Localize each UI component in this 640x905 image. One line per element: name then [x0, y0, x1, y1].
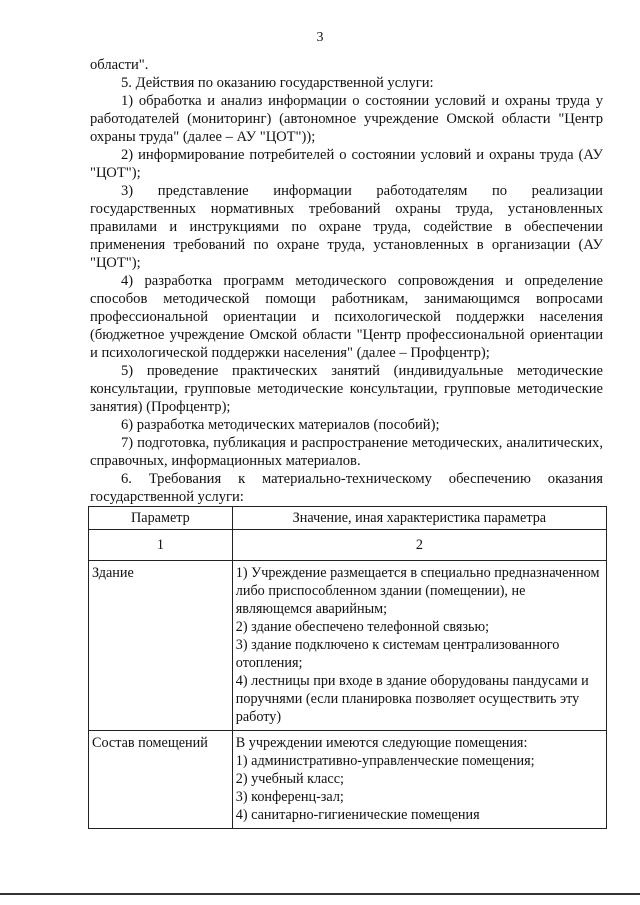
paragraph: 7) подготовка, публикация и распространение методических, аналитических, справочных, информационных материалов. [90, 435, 603, 469]
paragraph: 5. Действия по оказанию государственной услуги: [121, 75, 434, 91]
paragraph: области". [90, 57, 149, 73]
table-cell-value [232, 561, 606, 731]
paragraph: 4) разработка программ методического сопровождения и определение способов методической помощи работникам, занимающимся вопросами профессиональной ориентации и психологической поддержки населения (бюджетное учреждение Омской области "Центр профессиональной ориентации и психологической поддержки населения" (далее – Профцентр); [90, 273, 603, 361]
column-number: 1 [89, 530, 233, 561]
table-row [89, 561, 607, 731]
document-body [90, 56, 603, 506]
table-number-row [89, 530, 607, 561]
cell-line: В учреждении имеются следующие помещения: [235, 735, 528, 751]
requirements-table [88, 506, 607, 829]
paragraph: 6) разработка методических материалов (пособий); [121, 417, 440, 433]
table-cell-parameter: Здание [89, 561, 233, 731]
page-bottom-border [0, 893, 640, 895]
page-number: 3 [316, 30, 324, 45]
cell-line: 1) административно-управленческие помещения; [235, 753, 535, 769]
cell-line: 3) конференц-зал; [235, 789, 344, 805]
column-number: 2 [232, 530, 606, 561]
table-header-value: Значение, иная характеристика параметра [232, 507, 606, 530]
cell-line: 2) здание обеспечено телефонной связью; [235, 619, 490, 635]
cell-line: 2) учебный класс; [235, 771, 344, 787]
cell-line: 1) Учреждение размещается в специально предназначенном либо приспособленном здании (помещении), не являющемся аварийным; [235, 565, 600, 617]
table-cell-parameter: Состав помещений [89, 731, 233, 829]
table-header-row [89, 507, 607, 530]
paragraph: 3) представление информации работодателям по реализации государственных нормативных требований охраны труда, установленных правилами и инструкциями по охране труда, содействие в обеспечении применения требований по охране труда, установленных в организации (АУ "ЦОТ"); [90, 183, 603, 271]
cell-line: 4) санитарно-гигиенические помещения [235, 807, 480, 823]
paragraph: 6. Требования к материально-техническому обеспечению оказания государственной услуги: [90, 471, 603, 505]
table-header-parameter: Параметр [89, 507, 233, 530]
paragraph: 5) проведение практических занятий (индивидуальные методические консультации, групповые методические консультации, групповые методические занятия) (Профцентр); [90, 363, 603, 415]
cell-line: 4) лестницы при входе в здание оборудованы пандусами и поручнями (если планировка позволяет осуществить эту работу) [235, 673, 589, 725]
table-cell-value [232, 731, 606, 829]
cell-line: 3) здание подключено к системам централизованного отопления; [235, 637, 560, 671]
table-row [89, 731, 607, 829]
paragraph: 2) информирование потребителей о состоянии условий и охраны труда (АУ "ЦОТ"); [90, 147, 603, 181]
paragraph: 1) обработка и анализ информации о состоянии условий и охраны труда у работодателей (мониторинг) (автономное учреждение Омской области "Центр охраны труда" (далее – АУ "ЦОТ")); [90, 93, 603, 145]
